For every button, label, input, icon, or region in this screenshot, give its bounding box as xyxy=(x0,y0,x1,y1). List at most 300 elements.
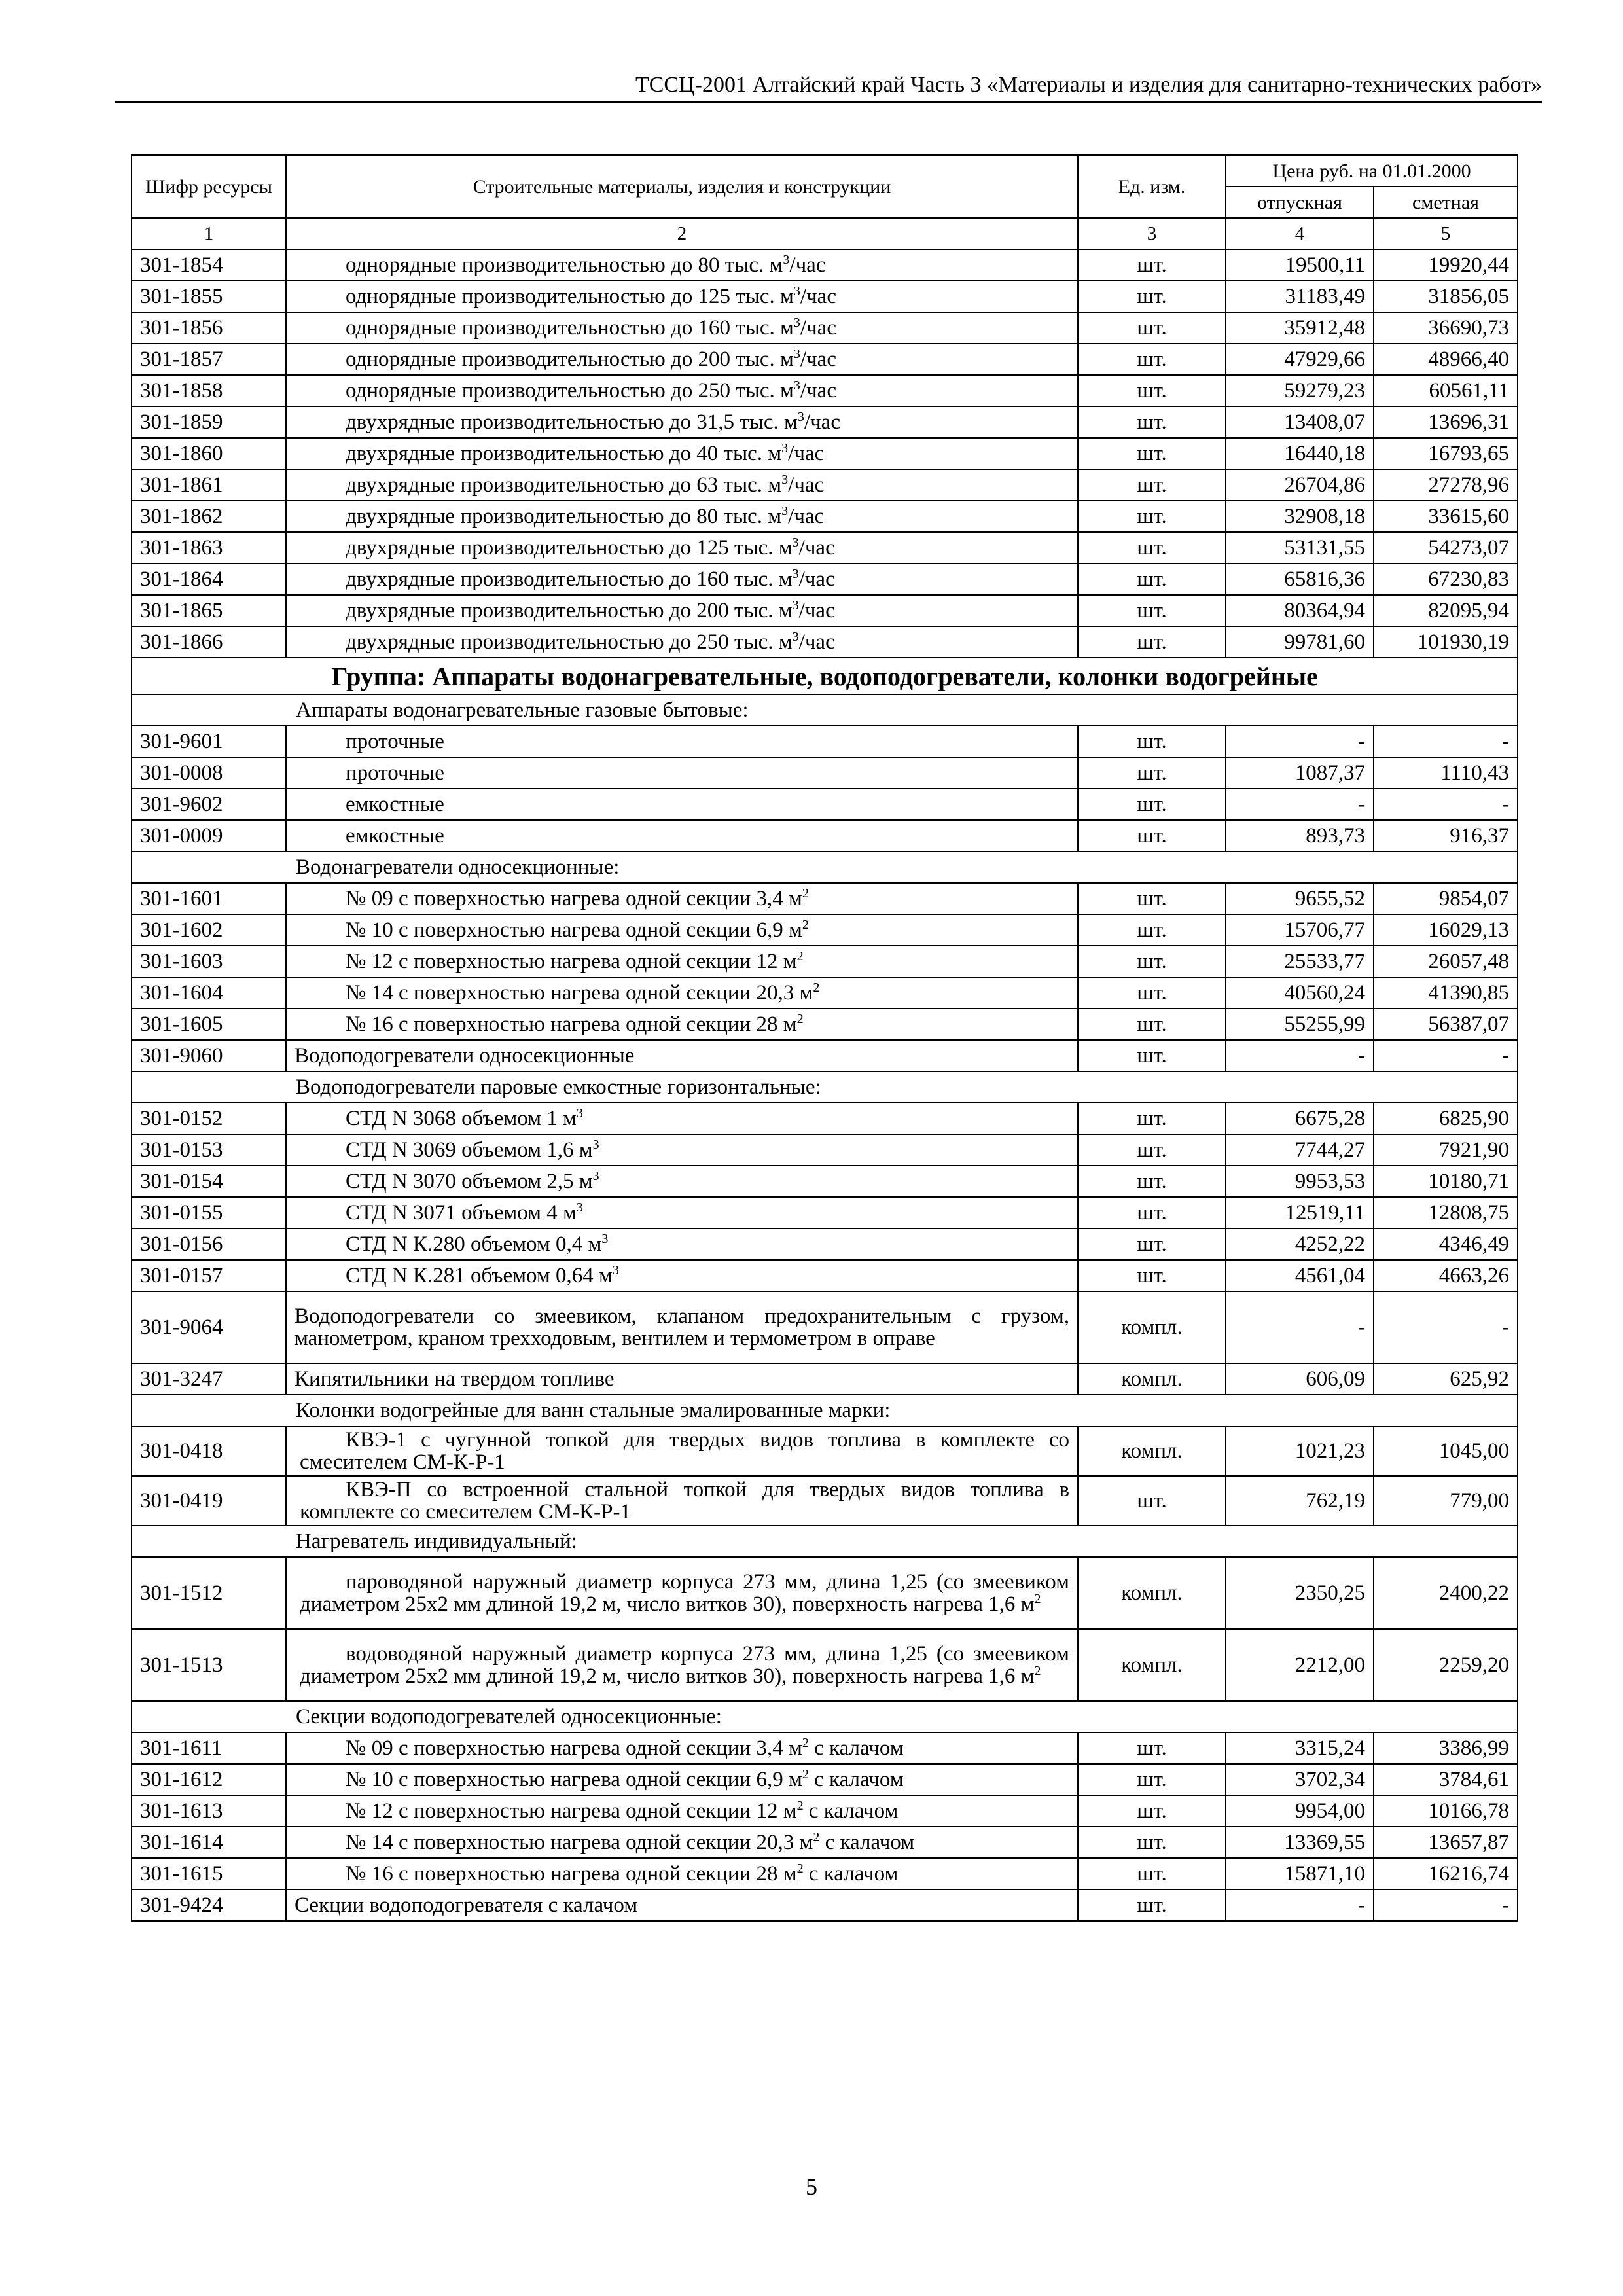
estimate-price: 27278,96 xyxy=(1374,469,1518,501)
material-name-text: однорядные производительностью до 160 тыс. м xyxy=(346,315,794,340)
material-name-suffix: /час xyxy=(798,598,835,622)
table-row xyxy=(132,501,1518,532)
unit-of-measure: компл. xyxy=(1078,1363,1226,1395)
material-name xyxy=(286,977,1078,1009)
release-price: 12519,11 xyxy=(1226,1197,1374,1229)
unit-exponent: 3 xyxy=(612,1263,619,1278)
group-heading-row xyxy=(132,658,1518,694)
page-number: 5 xyxy=(806,2174,817,2200)
resource-code: 301-0157 xyxy=(132,1260,286,1291)
unit-exponent: 3 xyxy=(601,1231,609,1246)
unit-of-measure: шт. xyxy=(1078,1103,1226,1134)
release-price: 55255,99 xyxy=(1226,1009,1374,1040)
table-row xyxy=(132,1476,1518,1526)
release-price: 35912,48 xyxy=(1226,312,1374,344)
estimate-price: 41390,85 xyxy=(1374,977,1518,1009)
material-name xyxy=(286,883,1078,914)
material-name-text: проточные xyxy=(346,761,444,785)
resource-code: 301-0154 xyxy=(132,1166,286,1197)
material-name-text: двухрядные производительностью до 63 тыс. м xyxy=(346,473,782,497)
material-name xyxy=(286,1858,1078,1890)
material-name xyxy=(286,344,1078,375)
column-number: 1 xyxy=(132,218,286,249)
material-name xyxy=(286,757,1078,789)
material-name xyxy=(286,564,1078,595)
subgroup-heading: Водоподогреватели паровые емкостные горизонтальные: xyxy=(132,1071,1518,1103)
material-name xyxy=(286,1009,1078,1040)
table-row xyxy=(132,883,1518,914)
material-name xyxy=(286,820,1078,852)
resource-code: 301-1863 xyxy=(132,532,286,564)
table-row xyxy=(132,1260,1518,1291)
estimate-price: 13657,87 xyxy=(1374,1827,1518,1858)
header-estimate-price: сметная xyxy=(1374,187,1518,218)
unit-of-measure: компл. xyxy=(1078,1291,1226,1363)
table-row xyxy=(132,1557,1518,1629)
resource-code: 301-1614 xyxy=(132,1827,286,1858)
price-table xyxy=(131,154,1518,1922)
material-name xyxy=(286,726,1078,757)
estimate-price: 625,92 xyxy=(1374,1363,1518,1395)
unit-exponent: 3 xyxy=(792,629,799,644)
unit-of-measure: шт. xyxy=(1078,1890,1226,1921)
resource-code: 301-0155 xyxy=(132,1197,286,1229)
table-row xyxy=(132,1103,1518,1134)
resource-code: 301-1612 xyxy=(132,1764,286,1795)
material-name-text: СТД N К.281 объемом 0,64 м xyxy=(346,1263,613,1287)
release-price: 9954,00 xyxy=(1226,1795,1374,1827)
material-name-suffix: /час xyxy=(788,473,825,497)
release-price: 9953,53 xyxy=(1226,1166,1374,1197)
material-name xyxy=(286,1827,1078,1858)
estimate-price: - xyxy=(1374,789,1518,820)
material-name-text: емкостные xyxy=(346,823,444,848)
unit-exponent: 3 xyxy=(781,503,789,518)
release-price: 9655,52 xyxy=(1226,883,1374,914)
unit-exponent: 2 xyxy=(813,1829,820,1844)
material-name-text: СТД N 3068 объемом 1 м xyxy=(346,1106,577,1130)
table-row xyxy=(132,914,1518,946)
material-name-text: проточные xyxy=(346,729,444,753)
material-name xyxy=(286,1629,1078,1701)
unit-exponent: 3 xyxy=(792,598,799,613)
unit-of-measure: компл. xyxy=(1078,1426,1226,1476)
material-name xyxy=(286,406,1078,438)
unit-exponent: 3 xyxy=(781,472,789,487)
estimate-price: - xyxy=(1374,726,1518,757)
estimate-price: 4663,26 xyxy=(1374,1260,1518,1291)
resource-code: 301-3247 xyxy=(132,1363,286,1395)
subgroup-heading: Нагреватель индивидуальный: xyxy=(132,1526,1518,1557)
estimate-price: 19920,44 xyxy=(1374,249,1518,281)
material-name xyxy=(286,1732,1078,1764)
table-row xyxy=(132,1166,1518,1197)
subgroup-heading: Секции водоподогревателей односекционные: xyxy=(132,1701,1518,1732)
resource-code: 301-1604 xyxy=(132,977,286,1009)
estimate-price: 16793,65 xyxy=(1374,438,1518,469)
release-price: 13369,55 xyxy=(1226,1827,1374,1858)
unit-of-measure: шт. xyxy=(1078,595,1226,626)
header-code-label: Шифр ресурсы xyxy=(145,175,272,198)
material-name-text: однорядные производительностью до 125 тыс. м xyxy=(346,284,794,308)
material-name-text: емкостные xyxy=(346,792,444,816)
estimate-price: 10180,71 xyxy=(1374,1166,1518,1197)
material-name-text: № 14 с поверхностью нагрева одной секции 20,3 м xyxy=(346,1830,813,1854)
unit-of-measure: шт. xyxy=(1078,1260,1226,1291)
estimate-price: 10166,78 xyxy=(1374,1795,1518,1827)
resource-code: 301-1860 xyxy=(132,438,286,469)
table-row xyxy=(132,249,1518,281)
estimate-price: 1045,00 xyxy=(1374,1426,1518,1476)
material-name-suffix: /час xyxy=(804,410,840,434)
unit-of-measure: шт. xyxy=(1078,1134,1226,1166)
unit-exponent: 3 xyxy=(793,315,800,330)
release-price: 3315,24 xyxy=(1226,1732,1374,1764)
release-price: 2350,25 xyxy=(1226,1557,1374,1629)
table-row xyxy=(132,375,1518,406)
estimate-price: 101930,19 xyxy=(1374,626,1518,658)
resource-code: 301-0152 xyxy=(132,1103,286,1134)
table-row xyxy=(132,564,1518,595)
material-name xyxy=(286,281,1078,312)
resource-code: 301-0418 xyxy=(132,1426,286,1476)
release-price: 762,19 xyxy=(1226,1476,1374,1526)
estimate-price: 12808,75 xyxy=(1374,1197,1518,1229)
subgroup-heading: Аппараты водонагревательные газовые бытовые: xyxy=(132,694,1518,726)
page-header: ТССЦ-2001 Алтайский край Часть 3 «Материалы и изделия для санитарно-технических работ» xyxy=(115,69,1542,103)
release-price: 53131,55 xyxy=(1226,532,1374,564)
subgroup-row xyxy=(132,852,1518,883)
material-name-suffix: /час xyxy=(798,535,835,560)
estimate-price: - xyxy=(1374,1890,1518,1921)
material-name xyxy=(286,1795,1078,1827)
material-name xyxy=(286,1476,1078,1526)
material-name xyxy=(286,1291,1078,1363)
material-name-text: Секции водоподогревателя с калачом xyxy=(294,1893,638,1917)
estimate-price: 67230,83 xyxy=(1374,564,1518,595)
table-row xyxy=(132,312,1518,344)
resource-code: 301-1857 xyxy=(132,344,286,375)
unit-of-measure: шт. xyxy=(1078,820,1226,852)
estimate-price: 16029,13 xyxy=(1374,914,1518,946)
material-name xyxy=(286,1040,1078,1071)
unit-exponent: 3 xyxy=(783,252,790,267)
release-price: 99781,60 xyxy=(1226,626,1374,658)
release-price: 65816,36 xyxy=(1226,564,1374,595)
unit-of-measure: шт. xyxy=(1078,1827,1226,1858)
unit-exponent: 2 xyxy=(802,1767,809,1782)
release-price: 15871,10 xyxy=(1226,1858,1374,1890)
unit-of-measure: шт. xyxy=(1078,249,1226,281)
resource-code: 301-1859 xyxy=(132,406,286,438)
estimate-price: 4346,49 xyxy=(1374,1229,1518,1260)
resource-code: 301-1613 xyxy=(132,1795,286,1827)
unit-of-measure: шт. xyxy=(1078,532,1226,564)
table-row xyxy=(132,1629,1518,1701)
unit-exponent: 3 xyxy=(792,566,799,581)
resource-code: 301-0153 xyxy=(132,1134,286,1166)
resource-code: 301-1855 xyxy=(132,281,286,312)
column-number-row xyxy=(132,218,1518,249)
release-price: 13408,07 xyxy=(1226,406,1374,438)
resource-code: 301-1854 xyxy=(132,249,286,281)
material-name-text: КВЭ-1 с чугунной топкой для твердых видов топлива в комплекте со смесителем СМ-К-Р-1 xyxy=(300,1428,1069,1474)
table-row xyxy=(132,789,1518,820)
material-name-suffix: /час xyxy=(788,504,825,528)
unit-of-measure: шт. xyxy=(1078,1476,1226,1526)
unit-exponent: 3 xyxy=(576,1200,583,1215)
table-row xyxy=(132,344,1518,375)
resource-code: 301-1601 xyxy=(132,883,286,914)
unit-exponent: 3 xyxy=(781,440,789,456)
release-price: 4252,22 xyxy=(1226,1229,1374,1260)
material-name-text: № 09 с поверхностью нагрева одной секции 3,4 м xyxy=(346,1736,802,1760)
table-row xyxy=(132,1795,1518,1827)
table-row xyxy=(132,1009,1518,1040)
unit-of-measure: шт. xyxy=(1078,1166,1226,1197)
material-name xyxy=(286,1103,1078,1134)
column-number: 5 xyxy=(1374,218,1518,249)
unit-of-measure: шт. xyxy=(1078,1764,1226,1795)
material-name xyxy=(286,1890,1078,1921)
table-row xyxy=(132,1229,1518,1260)
unit-of-measure: шт. xyxy=(1078,1009,1226,1040)
table-row xyxy=(132,595,1518,626)
material-name-text: двухрядные производительностью до 80 тыс. м xyxy=(346,504,782,528)
material-name-text: № 12 с поверхностью нагрева одной секции 12 м xyxy=(346,1799,797,1823)
estimate-price: 16216,74 xyxy=(1374,1858,1518,1890)
material-name-text: двухрядные производительностью до 31,5 тыс. м xyxy=(346,410,798,434)
release-price: 40560,24 xyxy=(1226,977,1374,1009)
material-name-text: пароводяной наружный диаметр корпуса 273 мм, длина 1,25 (со змеевиком диаметром 25х2 мм длиной 19,2 м, число витков 30), поверхность нагрева 1,6 м xyxy=(300,1570,1069,1616)
unit-of-measure: шт. xyxy=(1078,1732,1226,1764)
unit-of-measure: шт. xyxy=(1078,312,1226,344)
release-price: 32908,18 xyxy=(1226,501,1374,532)
material-name-text: Водоподогреватели со змеевиком, клапаном предохранительным с грузом, манометром, краном трехходовым, вентилем и термометром в оправе xyxy=(294,1304,1069,1350)
table-row xyxy=(132,1426,1518,1476)
material-name-text: однорядные производительностью до 250 тыс. м xyxy=(346,378,794,403)
resource-code: 301-9064 xyxy=(132,1291,286,1363)
resource-code: 301-1866 xyxy=(132,626,286,658)
release-price: 6675,28 xyxy=(1226,1103,1374,1134)
material-name-text: СТД N К.280 объемом 0,4 м xyxy=(346,1232,602,1256)
release-price: - xyxy=(1226,789,1374,820)
estimate-price: 36690,73 xyxy=(1374,312,1518,344)
material-name xyxy=(286,1557,1078,1629)
material-name-suffix: /час xyxy=(800,284,836,308)
resource-code: 301-1862 xyxy=(132,501,286,532)
resource-code: 301-0419 xyxy=(132,1476,286,1526)
material-name-text: № 16 с поверхностью нагрева одной секции 28 м xyxy=(346,1012,797,1036)
release-price: 4561,04 xyxy=(1226,1260,1374,1291)
material-name-suffix: /час xyxy=(798,630,835,654)
material-name-text: № 09 с поверхностью нагрева одной секции 3,4 м xyxy=(346,886,802,910)
release-price: 893,73 xyxy=(1226,820,1374,852)
resource-code: 301-1864 xyxy=(132,564,286,595)
release-price: - xyxy=(1226,1040,1374,1071)
resource-code: 301-1856 xyxy=(132,312,286,344)
unit-of-measure: компл. xyxy=(1078,1557,1226,1629)
estimate-price: 60561,11 xyxy=(1374,375,1518,406)
release-price: 606,09 xyxy=(1226,1363,1374,1395)
material-name-text: КВЭ-П со встроенной стальной топкой для твердых видов топлива в комплекте со смесителем СМ-К-Р-1 xyxy=(300,1478,1069,1524)
material-name-text: Водоподогреватели односекционные xyxy=(294,1043,635,1067)
estimate-price: 26057,48 xyxy=(1374,946,1518,977)
unit-exponent: 3 xyxy=(792,535,799,550)
unit-exponent: 3 xyxy=(592,1168,599,1183)
unit-of-measure: шт. xyxy=(1078,757,1226,789)
resource-code: 301-0009 xyxy=(132,820,286,852)
material-name-suffix: /час xyxy=(798,567,835,591)
material-name xyxy=(286,532,1078,564)
unit-exponent: 3 xyxy=(576,1105,583,1121)
material-name xyxy=(286,249,1078,281)
table-row xyxy=(132,626,1518,658)
estimate-price: 2259,20 xyxy=(1374,1629,1518,1701)
subgroup-row xyxy=(132,1526,1518,1557)
material-name-text: двухрядные производительностью до 200 тыс. м xyxy=(346,598,793,622)
estimate-price: 916,37 xyxy=(1374,820,1518,852)
release-price: - xyxy=(1226,1890,1374,1921)
unit-of-measure: шт. xyxy=(1078,1197,1226,1229)
unit-of-measure: шт. xyxy=(1078,438,1226,469)
estimate-price: 54273,07 xyxy=(1374,532,1518,564)
resource-code: 301-1602 xyxy=(132,914,286,946)
resource-code: 301-9602 xyxy=(132,789,286,820)
table-row xyxy=(132,1040,1518,1071)
table-row xyxy=(132,1890,1518,1921)
unit-exponent: 2 xyxy=(796,1011,804,1026)
header-release-price: отпускная xyxy=(1226,187,1374,218)
material-name-text: СТД N 3071 объемом 4 м xyxy=(346,1200,577,1225)
estimate-price: 779,00 xyxy=(1374,1476,1518,1526)
release-price: 31183,49 xyxy=(1226,281,1374,312)
release-price: 80364,94 xyxy=(1226,595,1374,626)
unit-exponent: 2 xyxy=(1034,1592,1041,1606)
material-name-text: двухрядные производительностью до 40 тыс. м xyxy=(346,441,782,465)
release-price: 3702,34 xyxy=(1226,1764,1374,1795)
unit-of-measure: шт. xyxy=(1078,1858,1226,1890)
resource-code: 301-1865 xyxy=(132,595,286,626)
material-name xyxy=(286,501,1078,532)
table-row xyxy=(132,406,1518,438)
material-name-text: № 12 с поверхностью нагрева одной секции 12 м xyxy=(346,949,797,973)
material-name xyxy=(286,1197,1078,1229)
column-number: 3 xyxy=(1078,218,1226,249)
release-price: 1087,37 xyxy=(1226,757,1374,789)
material-name-suffix: /час xyxy=(800,347,836,371)
resource-code: 301-1615 xyxy=(132,1858,286,1890)
table-row xyxy=(132,977,1518,1009)
material-name xyxy=(286,469,1078,501)
estimate-price: 2400,22 xyxy=(1374,1557,1518,1629)
unit-exponent: 3 xyxy=(793,378,800,393)
estimate-price: 7921,90 xyxy=(1374,1134,1518,1166)
release-price: 2212,00 xyxy=(1226,1629,1374,1701)
material-name-suffix: /час xyxy=(789,253,826,277)
estimate-price: 3784,61 xyxy=(1374,1764,1518,1795)
release-price: 47929,66 xyxy=(1226,344,1374,375)
group-heading: Группа: Аппараты водонагревательные, водоподогреватели, колонки водогрейные xyxy=(132,658,1518,694)
material-name xyxy=(286,1134,1078,1166)
material-name-text: СТД N 3069 объемом 1,6 м xyxy=(346,1138,593,1162)
unit-exponent: 3 xyxy=(793,346,800,361)
subgroup-row xyxy=(132,694,1518,726)
material-name-suffix: /час xyxy=(800,378,836,403)
estimate-price: 6825,90 xyxy=(1374,1103,1518,1134)
material-name-suffix: с калачом xyxy=(808,1736,904,1760)
table-row xyxy=(132,1197,1518,1229)
estimate-price: 3386,99 xyxy=(1374,1732,1518,1764)
material-name-text: двухрядные производительностью до 250 тыс. м xyxy=(346,630,793,654)
material-name xyxy=(286,1166,1078,1197)
header-code xyxy=(132,155,286,218)
release-price: 59279,23 xyxy=(1226,375,1374,406)
release-price: 15706,77 xyxy=(1226,914,1374,946)
material-name-text: Кипятильники на твердом топливе xyxy=(294,1367,615,1391)
unit-of-measure: шт. xyxy=(1078,1795,1226,1827)
unit-exponent: 3 xyxy=(797,409,804,424)
resource-code: 301-0156 xyxy=(132,1229,286,1260)
estimate-price: 9854,07 xyxy=(1374,883,1518,914)
estimate-price: - xyxy=(1374,1040,1518,1071)
unit-of-measure: компл. xyxy=(1078,1629,1226,1701)
estimate-price: 48966,40 xyxy=(1374,344,1518,375)
unit-of-measure: шт. xyxy=(1078,977,1226,1009)
unit-of-measure: шт. xyxy=(1078,914,1226,946)
material-name xyxy=(286,789,1078,820)
material-name xyxy=(286,1426,1078,1476)
table-row xyxy=(132,1291,1518,1363)
estimate-price: 13696,31 xyxy=(1374,406,1518,438)
table-row xyxy=(132,469,1518,501)
table-row xyxy=(132,532,1518,564)
column-number: 2 xyxy=(286,218,1078,249)
unit-of-measure: шт. xyxy=(1078,789,1226,820)
unit-exponent: 2 xyxy=(802,917,809,932)
subgroup-row xyxy=(132,1701,1518,1732)
table-row xyxy=(132,726,1518,757)
subgroup-row xyxy=(132,1071,1518,1103)
material-name xyxy=(286,626,1078,658)
material-name xyxy=(286,1363,1078,1395)
resource-code: 301-1861 xyxy=(132,469,286,501)
estimate-price: 31856,05 xyxy=(1374,281,1518,312)
resource-code: 301-1513 xyxy=(132,1629,286,1701)
unit-of-measure: шт. xyxy=(1078,375,1226,406)
material-name-suffix: /час xyxy=(788,441,825,465)
unit-of-measure: шт. xyxy=(1078,626,1226,658)
material-name-suffix: /час xyxy=(800,315,836,340)
table-row xyxy=(132,281,1518,312)
table-row xyxy=(132,1363,1518,1395)
release-price: 26704,86 xyxy=(1226,469,1374,501)
header-price: Цена руб. на 01.01.2000 xyxy=(1226,155,1518,187)
unit-of-measure: шт. xyxy=(1078,281,1226,312)
material-name xyxy=(286,1229,1078,1260)
material-name xyxy=(286,914,1078,946)
resource-code: 301-9424 xyxy=(132,1890,286,1921)
release-price: 25533,77 xyxy=(1226,946,1374,977)
subgroup-heading: Водонагреватели односекционные: xyxy=(132,852,1518,883)
unit-exponent: 3 xyxy=(793,283,800,298)
material-name-text: водоводяной наружный диаметр корпуса 273 мм, длина 1,25 (со змеевиком диаметром 25х2 мм длиной 19,2 м, число витков 30), поверхность нагрева 1,6 м xyxy=(300,1642,1069,1688)
material-name-text: однорядные производительностью до 80 тыс. м xyxy=(346,253,783,277)
table-row xyxy=(132,1134,1518,1166)
material-name-text: № 16 с поверхностью нагрева одной секции 28 м xyxy=(346,1861,797,1886)
table-row xyxy=(132,1732,1518,1764)
material-name xyxy=(286,1260,1078,1291)
